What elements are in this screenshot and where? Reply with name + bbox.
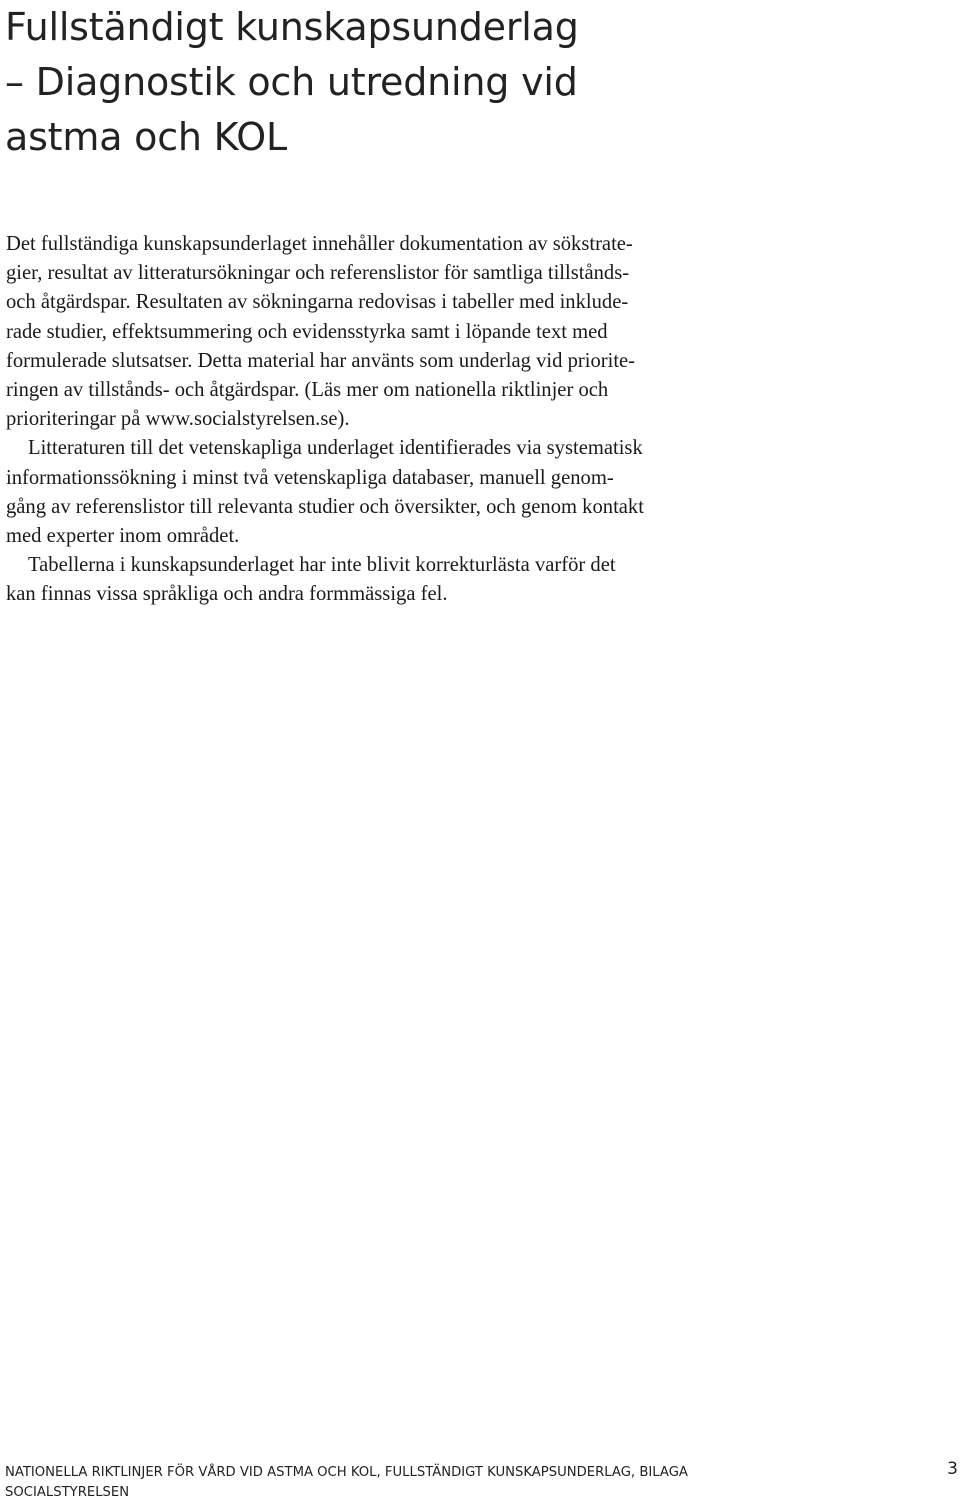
body-text: [6, 230, 766, 610]
page-title: [5, 0, 905, 165]
page-title-line: – Diagnostik och utredning vid: [5, 60, 578, 104]
text-line: rade studier, effektsummering och evidensstyrka samt i löpande text med: [6, 320, 608, 343]
text-line: Litteraturen till det vetenskapliga underlaget identifierades via systematisk: [28, 437, 643, 460]
paragraph-tables: [6, 551, 766, 609]
text-line: Det fullständiga kunskapsunderlaget innehåller dokumentation av sökstrate-: [6, 233, 633, 255]
text-line: informationssökning i minst två vetenskapliga databaser, manuell genom-: [6, 466, 614, 489]
text-line: Tabellerna i kunskapsunderlaget har inte blivit korrekturlästa varför det: [28, 554, 616, 577]
page-number: 3: [947, 1459, 958, 1479]
text-line: prioriteringar på www.socialstyrelsen.se).: [6, 408, 350, 431]
text-line: formulerade slutsatser. Detta material har använts som underlag vid priorite-: [6, 349, 636, 372]
page-title-line: astma och KOL: [5, 115, 287, 159]
text-line: kan finnas vissa språkliga och andra formmässiga fel.: [6, 583, 448, 606]
text-line: och åtgärdspar. Resultaten av sökningarna redovisas i tabeller med inklude-: [6, 291, 629, 314]
page-title-line: Fullständigt kunskapsunderlag: [5, 5, 579, 49]
page-footer: [5, 1463, 955, 1503]
text-line: ringen av tillstånds- och åtgärdspar. (Läs mer om nationella riktlinjer och: [6, 379, 609, 402]
text-line: med experter inom området.: [6, 525, 240, 548]
paragraph-intro: [6, 230, 766, 434]
text-line: gång av referenslistor till relevanta studier och översikter, och genom kontakt: [6, 495, 644, 518]
footer-document-title: NATIONELLA RIKTLINJER FÖR VÅRD VID ASTMA OCH KOL, FULLSTÄNDIGT KUNSKAPSUNDERLAG, BILAGA: [5, 1465, 688, 1480]
paragraph-literature: [6, 434, 766, 551]
footer-publisher: SOCIALSTYRELSEN: [5, 1485, 130, 1500]
text-line: gier, resultat av litteratursökningar och referenslistor för samtliga tillstånds-: [6, 262, 630, 285]
